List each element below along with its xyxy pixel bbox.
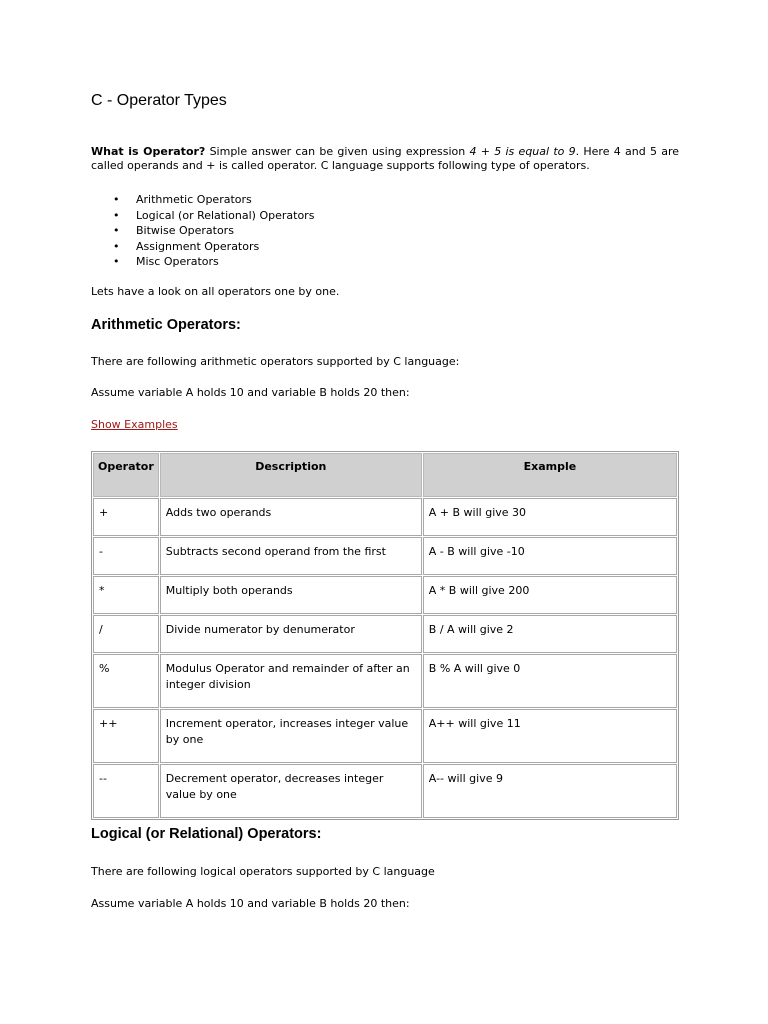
- table-row: [93, 615, 677, 653]
- cell-description: Modulus Operator and remainder of after an integer division: [160, 654, 422, 708]
- logical-assume-text: Assume variable A holds 10 and variable B holds 20 then:: [91, 897, 410, 910]
- cell-operator: %: [93, 654, 159, 708]
- list-item: • Assignment Operators: [91, 239, 314, 255]
- cell-operator: --: [93, 764, 159, 818]
- show-examples-link[interactable]: Show Examples: [91, 418, 178, 431]
- cell-operator: /: [93, 615, 159, 653]
- intro-text-after: . Here 4 and 5 are called operands and + is called operator. C language supports following type of operators.: [91, 145, 679, 172]
- cell-description: Increment operator, increases integer value by one: [160, 709, 422, 763]
- column-header-operator: Operator: [93, 453, 159, 497]
- cell-operator: ++: [93, 709, 159, 763]
- page-title: C - Operator Types: [91, 92, 227, 109]
- list-item: • Arithmetic Operators: [91, 192, 314, 208]
- cell-example: A * B will give 200: [423, 576, 677, 614]
- list-item: • Bitwise Operators: [91, 223, 314, 239]
- look-paragraph: Lets have a look on all operators one by one.: [91, 285, 340, 298]
- operator-types-list: [91, 192, 314, 270]
- cell-example: A++ will give 11: [423, 709, 677, 763]
- arithmetic-assume-text: Assume variable A holds 10 and variable B holds 20 then:: [91, 386, 410, 399]
- cell-description: Subtracts second operand from the first: [160, 537, 422, 575]
- table-row: [93, 764, 677, 818]
- intro-expression: 4 + 5 is equal to 9: [469, 145, 576, 158]
- table-row: [93, 654, 677, 708]
- intro-text-before: Simple answer can be given using expression: [205, 145, 470, 158]
- cell-example: A + B will give 30: [423, 498, 677, 536]
- cell-example: B / A will give 2: [423, 615, 677, 653]
- cell-description: Decrement operator, decreases integer value by one: [160, 764, 422, 818]
- table-header-row: [93, 453, 677, 497]
- table-row: [93, 537, 677, 575]
- cell-operator: *: [93, 576, 159, 614]
- cell-example: B % A will give 0: [423, 654, 677, 708]
- arithmetic-supported-text: There are following arithmetic operators supported by C language:: [91, 355, 460, 368]
- cell-description: Multiply both operands: [160, 576, 422, 614]
- table-row: [93, 709, 677, 763]
- table-row: [93, 576, 677, 614]
- cell-example: A-- will give 9: [423, 764, 677, 818]
- list-item: • Logical (or Relational) Operators: [91, 208, 314, 224]
- cell-description: Divide numerator by denumerator: [160, 615, 422, 653]
- cell-operator: +: [93, 498, 159, 536]
- cell-description: Adds two operands: [160, 498, 422, 536]
- arithmetic-operators-table: [91, 451, 679, 820]
- arithmetic-heading: Arithmetic Operators:: [91, 317, 241, 333]
- list-item: • Misc Operators: [91, 254, 314, 270]
- table-row: [93, 498, 677, 536]
- column-header-description: Description: [160, 453, 422, 497]
- logical-heading: Logical (or Relational) Operators:: [91, 826, 322, 842]
- logical-supported-text: There are following logical operators supported by C language: [91, 865, 435, 878]
- column-header-example: Example: [423, 453, 677, 497]
- intro-lead: What is Operator?: [91, 145, 206, 158]
- intro-paragraph: [91, 145, 679, 173]
- cell-operator: -: [93, 537, 159, 575]
- cell-example: A - B will give -10: [423, 537, 677, 575]
